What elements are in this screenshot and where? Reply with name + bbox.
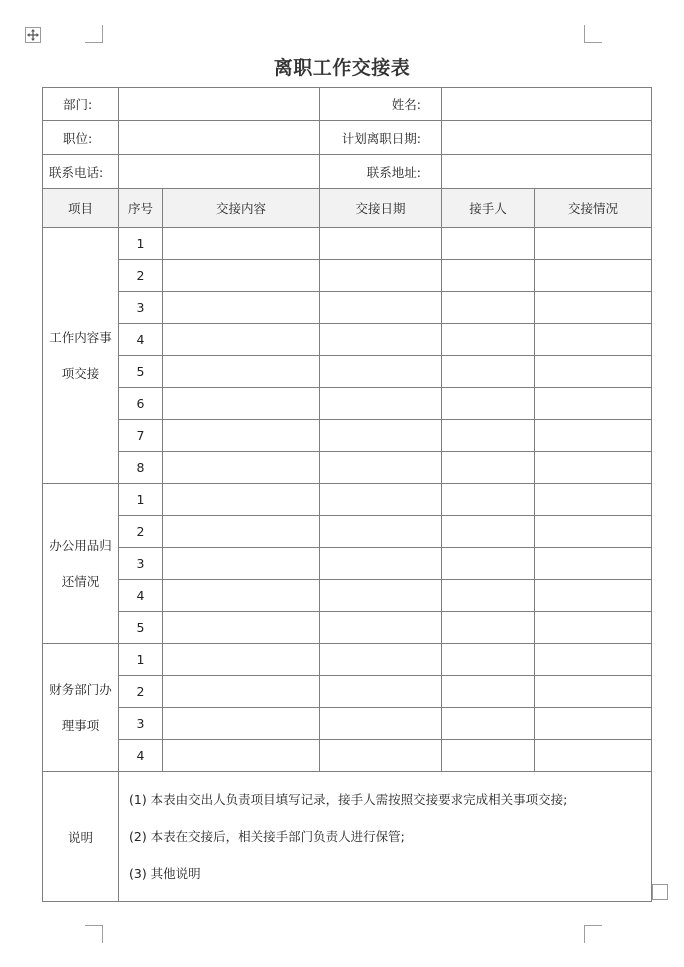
table-row [43,740,652,772]
content-cell[interactable] [163,548,320,580]
row-seq: 7 [119,420,163,452]
page-corner-mark [584,25,602,43]
date-cell[interactable] [320,452,442,484]
section-label-line: 办公用品归 [49,537,112,553]
content-cell[interactable] [163,708,320,740]
date-cell[interactable] [320,644,442,676]
department-label: 部门: [43,88,119,121]
receiver-cell[interactable] [442,356,535,388]
table-row [43,388,652,420]
date-cell[interactable] [320,388,442,420]
table-row [43,228,652,260]
position-field[interactable] [119,121,320,155]
row-seq: 3 [119,708,163,740]
info-row [43,155,652,189]
table-row [43,324,652,356]
content-cell[interactable] [163,228,320,260]
header-date: 交接日期 [320,189,442,228]
position-label: 职位: [43,121,119,155]
status-cell[interactable] [535,644,652,676]
receiver-cell[interactable] [442,452,535,484]
table-row [43,356,652,388]
row-seq: 4 [119,324,163,356]
notes-row [43,772,652,902]
receiver-cell[interactable] [442,420,535,452]
date-cell[interactable] [320,484,442,516]
address-label: 联系地址: [320,155,442,189]
content-cell[interactable] [163,676,320,708]
table-row [43,676,652,708]
notes-label: 说明 [43,772,119,902]
date-cell[interactable] [320,356,442,388]
status-cell[interactable] [535,420,652,452]
status-cell[interactable] [535,484,652,516]
section-label-line: 财务部门办 [49,681,112,697]
receiver-cell[interactable] [442,292,535,324]
status-cell[interactable] [535,452,652,484]
status-cell[interactable] [535,228,652,260]
content-cell[interactable] [163,388,320,420]
table-row [43,452,652,484]
content-cell[interactable] [163,580,320,612]
info-row [43,88,652,121]
section-label-office [43,484,119,644]
date-cell[interactable] [320,516,442,548]
receiver-cell[interactable] [442,228,535,260]
table-row [43,644,652,676]
section-label-finance [43,644,119,772]
table-row [43,548,652,580]
row-seq: 1 [119,228,163,260]
table-row [43,580,652,612]
status-cell[interactable] [535,356,652,388]
receiver-cell[interactable] [442,324,535,356]
content-cell[interactable] [163,292,320,324]
header-seq: 序号 [119,189,163,228]
receiver-cell[interactable] [442,612,535,644]
content-cell[interactable] [163,484,320,516]
date-cell[interactable] [320,612,442,644]
content-cell[interactable] [163,612,320,644]
date-cell[interactable] [320,228,442,260]
receiver-cell[interactable] [442,708,535,740]
date-cell[interactable] [320,548,442,580]
status-cell[interactable] [535,708,652,740]
content-cell[interactable] [163,452,320,484]
status-cell[interactable] [535,292,652,324]
row-seq: 5 [119,356,163,388]
status-cell[interactable] [535,548,652,580]
table-row [43,612,652,644]
receiver-cell[interactable] [442,740,535,772]
date-cell[interactable] [320,740,442,772]
content-cell[interactable] [163,644,320,676]
date-cell[interactable] [320,708,442,740]
handover-table [42,87,652,902]
table-row [43,484,652,516]
leave-date-field[interactable] [442,121,652,155]
phone-field[interactable] [119,155,320,189]
status-cell[interactable] [535,324,652,356]
note-line: (3) 其他说明 [129,866,201,881]
receiver-cell[interactable] [442,580,535,612]
content-cell[interactable] [163,516,320,548]
section-label-line: 项交接 [61,365,100,381]
page-corner-mark [85,25,103,43]
page-corner-mark [85,925,103,943]
header-status: 交接情况 [535,189,652,228]
section-label-line: 理事项 [61,717,100,733]
receiver-cell[interactable] [442,260,535,292]
row-seq: 8 [119,452,163,484]
date-cell[interactable] [320,324,442,356]
header-item: 项目 [43,189,119,228]
table-resize-handle-icon[interactable] [652,884,668,900]
content-cell[interactable] [163,420,320,452]
date-cell[interactable] [320,260,442,292]
date-cell[interactable] [320,676,442,708]
header-content: 交接内容 [163,189,320,228]
section-label-work [43,228,119,484]
section-label-line: 工作内容事 [49,329,112,345]
row-seq: 3 [119,292,163,324]
row-seq: 2 [119,676,163,708]
receiver-cell[interactable] [442,644,535,676]
section-label-line: 还情况 [61,573,100,589]
row-seq: 2 [119,260,163,292]
status-cell[interactable] [535,580,652,612]
row-seq: 2 [119,516,163,548]
receiver-cell[interactable] [442,676,535,708]
row-seq: 1 [119,484,163,516]
table-header-row [43,189,652,228]
receiver-cell[interactable] [442,388,535,420]
status-cell[interactable] [535,388,652,420]
row-seq: 4 [119,740,163,772]
content-cell[interactable] [163,356,320,388]
status-cell[interactable] [535,676,652,708]
content-cell[interactable] [163,740,320,772]
date-cell[interactable] [320,420,442,452]
table-row [43,420,652,452]
notes-content[interactable] [119,772,652,902]
page-corner-mark [584,925,602,943]
status-cell[interactable] [535,516,652,548]
phone-label: 联系电话: [43,155,119,189]
content-cell[interactable] [163,260,320,292]
status-cell[interactable] [535,612,652,644]
content-cell[interactable] [163,324,320,356]
receiver-cell[interactable] [442,484,535,516]
table-row [43,260,652,292]
status-cell[interactable] [535,260,652,292]
note-line: (1) 本表由交出人负责项目填写记录，接手人需按照交接要求完成相关事项交接; [129,792,568,807]
name-field[interactable] [442,88,652,121]
table-row [43,708,652,740]
info-row [43,121,652,155]
address-field[interactable] [442,155,652,189]
name-label: 姓名: [320,88,442,121]
header-receiver: 接手人 [442,189,535,228]
leave-date-label: 计划离职日期: [320,121,442,155]
status-cell[interactable] [535,740,652,772]
date-cell[interactable] [320,580,442,612]
note-line: (2) 本表在交接后，相关接手部门负责人进行保管; [129,829,405,844]
receiver-cell[interactable] [442,548,535,580]
table-row [43,292,652,324]
receiver-cell[interactable] [442,516,535,548]
department-field[interactable] [119,88,320,121]
row-seq: 1 [119,644,163,676]
page-title: 离职工作交接表 [273,57,411,79]
table-move-handle-icon[interactable] [25,27,41,43]
row-seq: 3 [119,548,163,580]
row-seq: 4 [119,580,163,612]
row-seq: 6 [119,388,163,420]
row-seq: 5 [119,612,163,644]
table-row [43,516,652,548]
date-cell[interactable] [320,292,442,324]
